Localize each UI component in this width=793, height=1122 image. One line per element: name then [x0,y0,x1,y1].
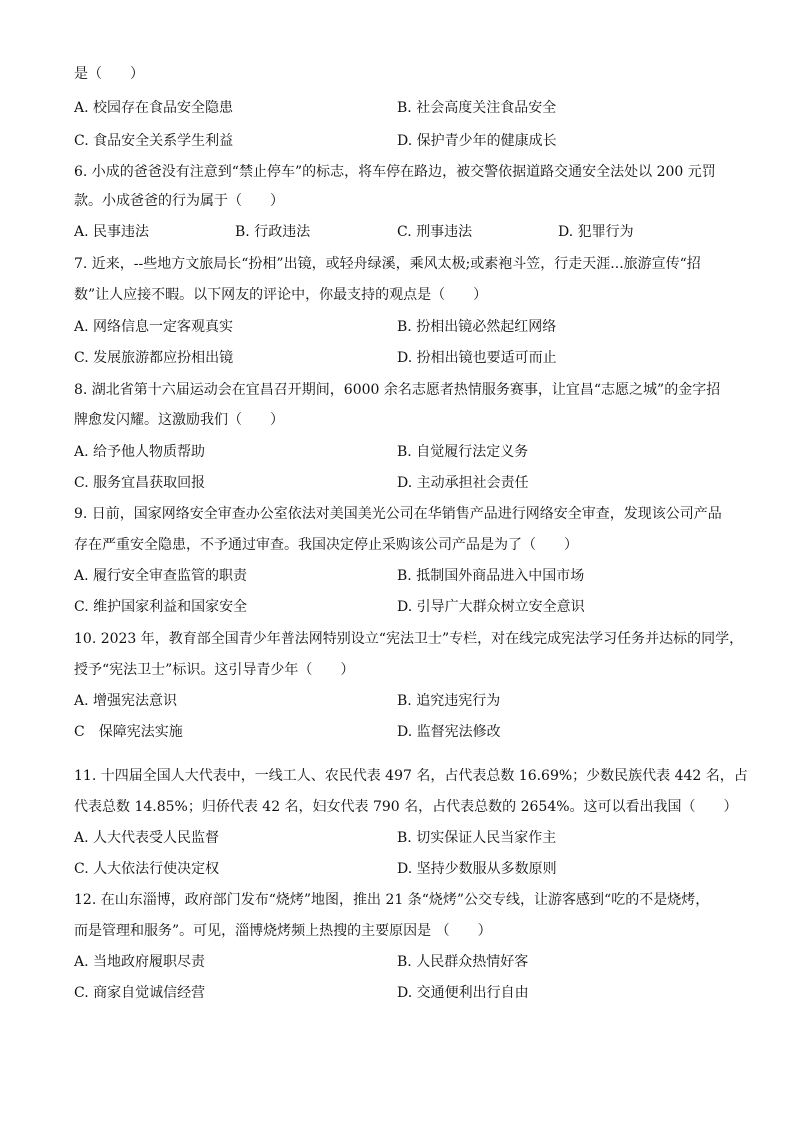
q8-option-c: C. 服务宜昌获取回报 [74,475,206,491]
q5-option-c: C. 食品安全关系学生利益 [74,133,234,149]
q11-option-d: D. 坚持少数服从多数原则 [397,861,557,877]
q12-option-b: B. 人民群众热情好客 [397,954,529,970]
q10-option-a: A. 增强宪法意识 [74,693,178,709]
q7-stem-line2: 数”让人应接不暇。以下网友的评论中，你最支持的观点是（ ） [74,287,488,303]
q12-option-c: C. 商家自觉诚信经营 [74,985,206,1001]
q5-option-a: A. 校园存在食品安全隐患 [74,100,234,116]
q9-option-c: C. 维护国家利益和国家安全 [74,599,248,615]
q6-option-c: C. 刑事违法 [397,224,473,240]
q7-option-d: D. 扮相出镜也要适可而止 [397,350,557,366]
q11-option-b: B. 切实保证人民当家作主 [397,830,557,846]
q8-option-b: B. 自觉履行法定义务 [397,444,529,460]
q5-stem-tail: 是（ ） [74,66,144,82]
q10-stem-line1: 10. 2023 年，教育部全国青少年普法网特别设立“宪法卫士”专栏，对在线完成宪法学习任务并达标的同学， [74,631,744,647]
q11-stem-line1: 11. 十四届全国人大代表中，一线工人、农民代表 497 名，占代表总数 16.69%；少数民族代表 442 名，占 [74,768,748,784]
q6-stem-line2: 款。小成爸爸的行为属于（ ） [74,193,284,209]
q9-option-d: D. 引导广大群众树立安全意识 [397,599,585,615]
q5-option-d: D. 保护青少年的健康成长 [397,133,557,149]
q7-option-b: B. 扮相出镜必然起红网络 [397,319,557,335]
q10-option-b: B. 追究违宪行为 [397,693,501,709]
q9-stem-line2: 存在严重安全隐患，不予通过审查。我国决定停止采购该公司产品是为了（ ） [74,537,578,553]
q7-option-a: A. 网络信息一定客观真实 [74,319,234,335]
q12-option-a: A. 当地政府履职尽责 [74,954,206,970]
q11-option-c: C. 人大依法行使决定权 [74,861,220,877]
q11-option-a: A. 人大代表受人民监督 [74,830,220,846]
q9-option-b: B. 抵制国外商品进入中国市场 [397,568,585,584]
q7-stem-line1: 7. 近来，--些地方文旅局长“扮相”出镜，或轻舟绿溪，乘风太极;或素袍斗笠，行走天涯...旅游宣传“招 [74,256,701,272]
q5-option-b: B. 社会高度关注食品安全 [397,100,557,116]
q11-stem-line2: 代表总数 14.85%；归侨代表 42 名，妇女代表 790 名，占代表总数的 2654%。这可以看出我国（ ） [74,799,738,815]
q12-option-d: D. 交通便利出行自由 [397,985,529,1001]
q12-stem-line1: 12. 在山东淄博，政府部门发布“烧烤”地图，推出 21 条“烧烤”公交专线，让游客感到“吃的不是烧烤， [74,892,710,908]
q8-option-a: A. 给予他人物质帮助 [74,444,206,460]
q8-stem-line1: 8. 湖北省第十六届运动会在宜昌召开期间，6000 余名志愿者热情服务赛事，让宜昌“志愿之城”的金字招 [74,382,721,398]
q10-option-c: C 保障宪法实施 [74,724,183,740]
q10-option-d: D. 监督宪法修改 [397,724,501,740]
q12-stem-line2: 而是管理和服务”。可见，淄博烧烤频上热搜的主要原因是 （ ） [74,923,492,939]
q9-stem-line1: 9. 日前，国家网络安全审查办公室依法对美国美光公司在华销售产品进行网络安全审查，发现该公司产品 [74,506,722,522]
q9-option-a: A. 履行安全审查监管的职责 [74,568,248,584]
q6-stem-line1: 6. 小成的爸爸没有注意到“禁止停车”的标志，将车停在路边，被交警依据道路交通安全法处以 200 元罚 [74,164,716,180]
q8-option-d: D. 主动承担社会责任 [397,475,529,491]
q10-stem-line2: 授予“宪法卫士”标识。这引导青少年（ ） [74,662,355,678]
q8-stem-line2: 牌愈发闪耀。这激励我们（ ） [74,412,284,428]
q7-option-c: C. 发展旅游都应扮相出镜 [74,350,234,366]
q6-option-a: A. 民事违法 [74,224,150,240]
q6-option-b: B. 行政违法 [235,224,311,240]
q6-option-d: D. 犯罪行为 [558,224,634,240]
